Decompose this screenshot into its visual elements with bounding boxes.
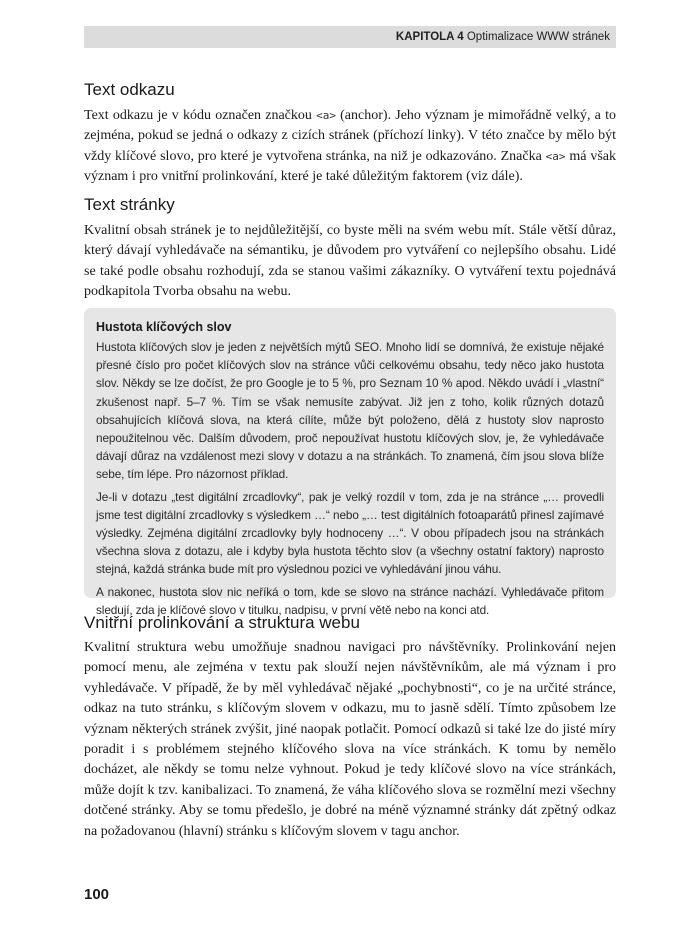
body-text: má však význam i pro vnitřní prolinkování, které je také důležitým faktorem (viz dále). (84, 148, 617, 185)
section-heading: Vnitřní prolinkování a struktura webu (84, 613, 360, 632)
body-text: Text odkazu je v kódu označen značkou (84, 108, 317, 123)
sidebar-paragraph: Hustota klíčových slov je jeden z největších mýtů SEO. Mnoho lidí se domnívá, že existuje nějaké přesné číslo pro počet klíčových slov na stránce vůči celkovému obsahu, tedy něco jako hustota slov. Někdy se lze dočíst, že pro Google je to 5 %, pro Seznam 10 % apod. Někdo uvádí i „vlastní“ zkušenost např. 5–7 %. Tím se však nemusíte zabývat. Již jen z toho, kolik různých dotazů obsahujících klíčová slova, na která cílíte, může být položeno, dělá z hustoty slov naprosto nepoužitelnou věc. Dalším důvodem, proč nepoužívat hustotu klíčových slov, je, že vyhledávače dávají důraz na vzdálenost mezi slovy v dotazu a na stránkách. To znamená, čím jsou slova blíže sebe, tím lépe. Pro názornost příklad. (96, 340, 604, 482)
section-body: Kvalitní obsah stránek je to nejdůležitější, co byste měli na svém webu mít. Stále větší důraz, který dávají vyhledávače na sémantiku, je důvodem pro vytváření co nejlepšího obsahu. Lidé se také podle obsahu rozhodují, zda se stanou vašimi zákazníky. O vytváření textu pojednává podkapitola Tvorba obsahu na webu. (84, 223, 616, 300)
section-page-text (84, 194, 616, 303)
body-text: (anchor). Jeho význam je mimořádně velký, a to zejména, pokud se jedná o odkazy z cizích stránek (příchozí linky). V této značce by mělo být vždy klíčové slovo, pro které je vytvořena stránka, na niž je odkazováno. Značka (84, 108, 616, 164)
code-tag: <a> (316, 109, 336, 122)
code-tag: <a> (545, 149, 566, 163)
chapter-label: KAPITOLA 4 (395, 31, 464, 43)
running-header (84, 26, 616, 48)
section-body (84, 106, 616, 188)
section-internal-linking (84, 612, 616, 842)
section-anchor-text (84, 79, 616, 188)
chapter-title: Optimalizace WWW stránek (466, 31, 610, 43)
sidebar-paragraph: Je-li v dotazu „test digitální zrcadlovky“, pak je velký rozdíl v tom, zda je na stránce „… provedli jsme test digitální zrcadlovky s výsledkem …“ nebo „… test digitálních fotoaparátů přinesl zajímavé výsledky. Zejména digitální zrcadlovky byly hodnoceny …“. V obou případech jsou na stránkách všechna slova z dotazu, ale i kdyby byla hustota těchto slov (a všechny ostatní faktory) naprosto stejná, každá stránka bude mít pro výslednou pozici ve vyhledávání jinou váhu. (96, 489, 604, 577)
section-body: Kvalitní struktura webu umožňuje snadnou navigaci pro návštěvníky. Prolinkování nejen pomocí menu, ale zejména v textu pak slouží nejen návštěvníkům, ale má význam i pro vyhledávače. V případě, že by měl vyhledávač nějaké „pochybnosti“, co je na určité stránce, odkaz na tuto stránku, s klíčovým slovem v odkazu, mu to jasně sdělí. Tímto způsobem lze význam některých stránek zvýšit, jiné naopak potlačit. Pomocí odkazů si také lze do jisté míry poradit i s problémem stejného klíčového slova na více stránkách. K tomu by nemělo docházet, ale někdy se tomu nelze vyhnout. Pokud je tedy klíčové slovo na více stránkách, může dojít k tzv. kanibalizaci. To znamená, že váha klíčového slova se rozmělní mezi všechny dotčené stránky. Aby se tomu předešlo, je dobré na méně významné stránky dát zpětný odkaz na požadovanou (hlavní) stránku s klíčovým slovem v tagu anchor. (84, 640, 616, 839)
keyword-density-sidebar (84, 308, 616, 617)
sidebar-heading: Hustota klíčových slov (96, 320, 232, 334)
page-number: 100 (84, 886, 110, 903)
section-heading: Text odkazu (84, 80, 175, 99)
section-heading: Text stránky (84, 195, 175, 214)
sidebar-paragraph: A nakonec, hustota slov nic neříká o tom, kde se slovo na stránce nachází. Vyhledávače přitom sledují, zda je klíčové slovo v titulku, nadpisu, v první větě nebo na konci atd. (96, 584, 604, 617)
